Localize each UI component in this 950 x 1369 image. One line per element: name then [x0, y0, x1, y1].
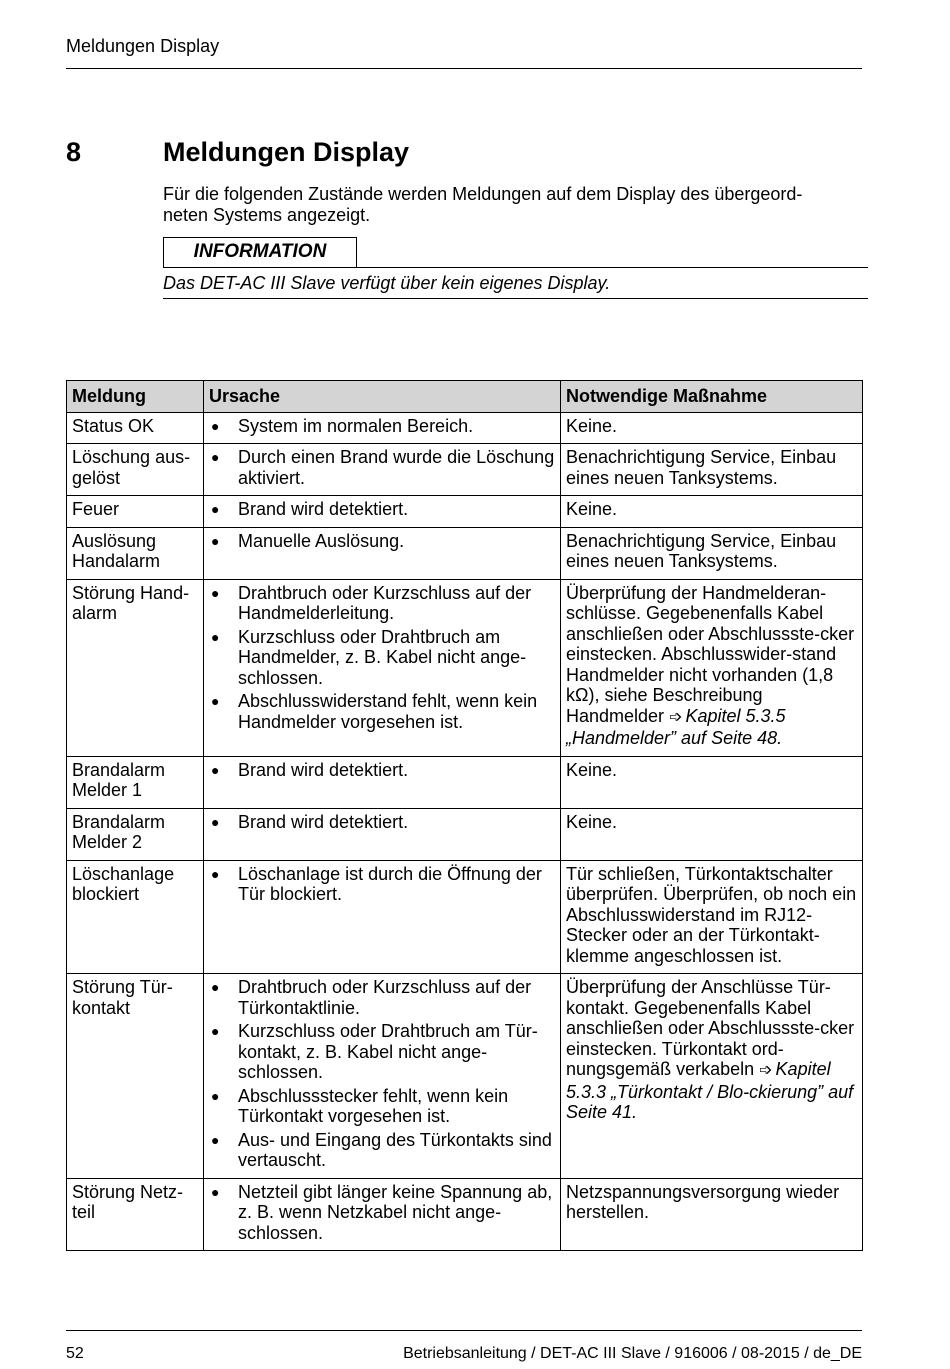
cause-list-item [208, 416, 556, 437]
cause-list [208, 583, 556, 733]
cause-list-item [208, 977, 556, 1018]
cause-text: Kurzschluss oder Drahtbruch am Handmelder, z. B. Kabel nicht ange-schlossen. [238, 626, 527, 688]
action-text: Überprüfung der Handmelderan-schlüsse. Gegebenenfalls Kabel anschließen oder Abschlussste-cker einstecken. Abschlusswider-stand Handmelder nicht vorhanden (1,8 kΩ), siehe Beschreibung Handmelder [566, 582, 855, 726]
bullet-icon: ● [211, 865, 220, 882]
cause-cell [204, 756, 561, 808]
message-cell: Störung Hand-alarm [67, 579, 204, 756]
table-row [67, 1178, 863, 1251]
cause-text: Abschlussstecker fehlt, wenn kein Türkontakt vorgesehen ist. [238, 1085, 509, 1126]
cause-list-item [208, 627, 556, 689]
action-text: Keine. [566, 759, 618, 780]
cause-list-item [208, 812, 556, 833]
action-text: Keine. [566, 811, 618, 832]
bullet-icon: ● [211, 1087, 220, 1104]
bullet-icon: ● [211, 1131, 220, 1148]
message-cell: Brandalarm Melder 2 [67, 808, 204, 860]
action-text: Tür schließen, Türkontaktschalter überprüfen. Überprüfen, ob noch ein Abschlusswiderstand im RJ12-Stecker oder an der Türkontakt-klemme angeschlossen ist. [566, 863, 857, 966]
cause-list-item [208, 447, 556, 488]
message-cell: Feuer [67, 496, 204, 528]
cause-cell [204, 496, 561, 528]
action-cell [561, 860, 863, 974]
action-cell [561, 808, 863, 860]
table-row [67, 974, 863, 1179]
action-text: Keine. [566, 415, 618, 436]
cause-text: Netzteil gibt länger keine Spannung ab, z. B. wenn Netzkabel nicht ange-schlossen. [238, 1181, 553, 1243]
chapter-reference-link[interactable]: Kapitel 5.3.3 „Türkontakt / Blo-ckierung” auf Seite 41. [566, 1059, 854, 1122]
action-text: Benachrichtigung Service, Einbau eines neuen Tanksystems. [566, 447, 837, 488]
action-cell [561, 527, 863, 579]
cause-list-item [208, 760, 556, 781]
cause-list [208, 1182, 556, 1244]
message-cell: Auslösung Handalarm [67, 527, 204, 579]
cause-text: System im normalen Bereich. [238, 415, 474, 436]
column-header-message: Meldung [67, 381, 204, 413]
cause-text: Drahtbruch oder Kurzschluss auf der Handmelderleitung. [238, 582, 532, 623]
bullet-icon: ● [211, 584, 220, 601]
cause-list [208, 812, 556, 833]
message-cell: Löschung aus-gelöst [67, 444, 204, 496]
footer-text: Betriebsanleitung / DET-AC III Slave / 916006 / 08-2015 / de_DE [403, 1345, 862, 1362]
cause-text: Aus- und Eingang des Türkontakts sind vertauscht. [238, 1129, 552, 1170]
message-cell: Status OK [67, 412, 204, 444]
cause-cell [204, 412, 561, 444]
column-header-cause: Ursache [204, 381, 561, 413]
cause-list [208, 416, 556, 437]
bullet-icon: ● [211, 979, 220, 995]
action-cell [561, 756, 863, 808]
message-cell: Störung Tür-kontakt [67, 974, 204, 1179]
action-cell [561, 412, 863, 444]
action-text: Überprüfung der Anschlüsse Tür-kontakt. Gegebenenfalls Kabel anschließen oder Abschlussste-cker einstecken. Türkontakt ord-nungsgemäß verkabeln [566, 977, 855, 1079]
cause-text: Manuelle Auslösung. [238, 530, 405, 551]
message-cell: Löschanlage blockiert [67, 860, 204, 974]
table-row [67, 412, 863, 444]
chapter-reference-link[interactable]: Kapitel 5.3.5 „Handmelder” auf Seite 48. [566, 705, 786, 748]
cause-list [208, 864, 556, 905]
action-cell [561, 974, 863, 1179]
cause-text: Drahtbruch oder Kurzschluss auf der Türkontaktlinie. [238, 977, 532, 1018]
cause-text: Brand wird detektiert. [238, 759, 409, 780]
cause-cell [204, 444, 561, 496]
footer-rule [66, 1330, 862, 1331]
bullet-icon: ● [211, 813, 220, 830]
cause-list-item [208, 499, 556, 520]
cause-list-item [208, 864, 556, 905]
cause-cell [204, 808, 561, 860]
cause-list-item [208, 1086, 556, 1127]
reference-arrow-icon: ➩ [669, 708, 683, 726]
cause-text: Brand wird detektiert. [238, 811, 409, 832]
action-cell [561, 444, 863, 496]
cause-list-item [208, 1021, 556, 1083]
cause-cell [204, 860, 561, 974]
cause-text: Durch einen Brand wurde die Löschung aktiviert. [238, 447, 555, 488]
cause-list-item [208, 583, 556, 624]
message-cell: Brandalarm Melder 1 [67, 756, 204, 808]
cause-list [208, 977, 556, 1171]
cause-text: Abschlusswiderstand fehlt, wenn kein Handmelder vorgesehen ist. [238, 691, 538, 732]
bullet-icon: ● [211, 501, 220, 517]
running-header: Meldungen Display [66, 36, 220, 56]
cause-cell [204, 527, 561, 579]
cause-list-item [208, 1182, 556, 1244]
bullet-icon: ● [211, 761, 220, 778]
action-text: Keine. [566, 499, 618, 519]
information-label: INFORMATION [193, 241, 327, 262]
header-rule [66, 68, 862, 69]
table-row [67, 496, 863, 528]
cause-list [208, 531, 556, 552]
bullet-icon: ● [211, 417, 220, 434]
cause-cell [204, 1178, 561, 1251]
cause-text: Brand wird detektiert. [238, 499, 409, 519]
table-row [67, 527, 863, 579]
bullet-icon: ● [211, 449, 220, 465]
bullet-icon: ● [211, 532, 220, 549]
messages-table [66, 380, 863, 1251]
table-row [67, 860, 863, 974]
column-header-action: Notwendige Maßnahme [561, 381, 863, 413]
cause-cell [204, 974, 561, 1179]
cause-list [208, 499, 556, 520]
bullet-icon: ● [211, 693, 220, 709]
bullet-icon: ● [211, 1183, 220, 1200]
action-cell [561, 1178, 863, 1251]
action-cell [561, 579, 863, 756]
cause-cell [204, 579, 561, 756]
information-box [163, 237, 357, 267]
cause-list-item [208, 691, 556, 732]
cause-list [208, 447, 556, 488]
information-rule-top [163, 267, 868, 268]
page-number: 52 [66, 1345, 84, 1362]
action-text: Netzspannungsversorgung wieder herstellen. [566, 1181, 840, 1222]
information-text: Das DET-AC III Slave verfügt über kein eigenes Display. [163, 273, 611, 293]
intro-paragraph: Für die folgenden Zustände werden Meldungen auf dem Display des übergeord-neten Systems angezeigt. [163, 184, 803, 225]
table-row [67, 444, 863, 496]
table-row [67, 808, 863, 860]
cause-list-item [208, 531, 556, 552]
bullet-icon: ● [211, 1023, 220, 1039]
chapter-number: 8 [66, 137, 82, 167]
table-row [67, 756, 863, 808]
table-header-row [67, 381, 863, 413]
cause-text: Kurzschluss oder Drahtbruch am Tür-kontakt, z. B. Kabel nicht ange-schlossen. [238, 1021, 538, 1082]
chapter-title: Meldungen Display [163, 137, 410, 167]
message-cell: Störung Netz-teil [67, 1178, 204, 1251]
reference-arrow-icon: ➩ [759, 1062, 773, 1079]
action-text: Benachrichtigung Service, Einbau eines neuen Tanksystems. [566, 530, 837, 571]
bullet-icon: ● [211, 628, 220, 645]
cause-list-item [208, 1130, 556, 1171]
cause-list [208, 760, 556, 781]
cause-text: Löschanlage ist durch die Öffnung der Tür blockiert. [238, 863, 542, 904]
action-cell [561, 496, 863, 528]
table-row [67, 579, 863, 756]
information-rule-bottom [163, 298, 868, 299]
